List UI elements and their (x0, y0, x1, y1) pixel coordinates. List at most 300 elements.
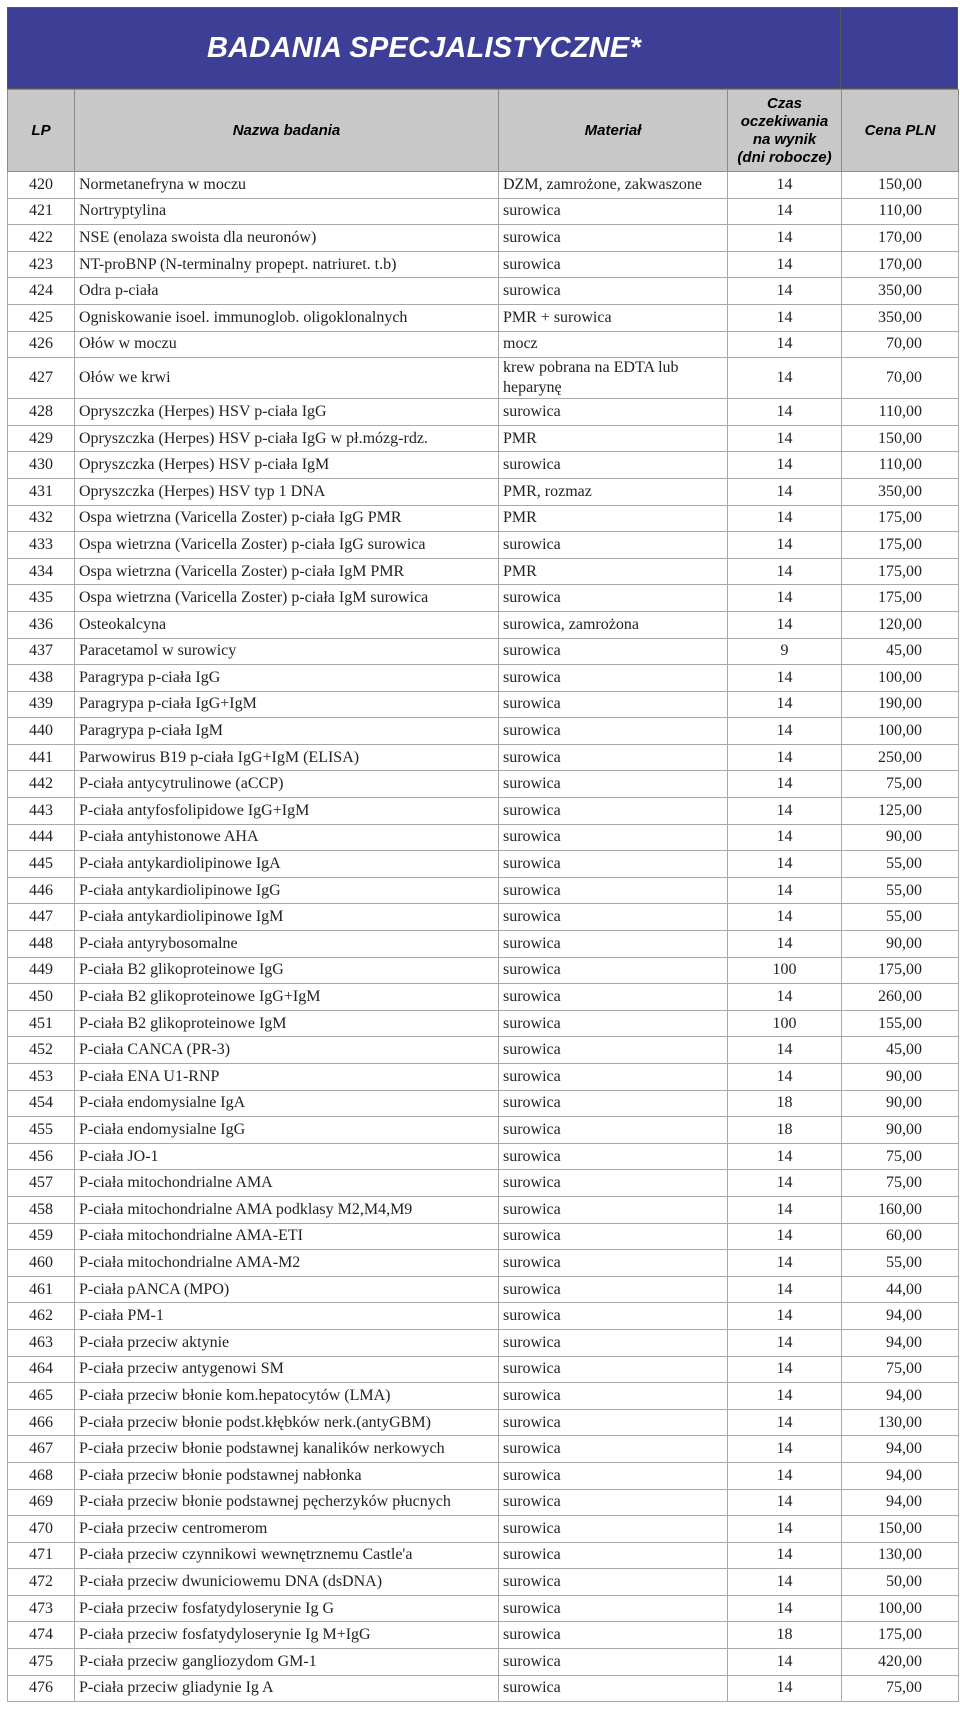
cell-material: surowica (499, 1329, 728, 1356)
cell-turnaround-days: 14 (728, 718, 842, 745)
cell-lp: 460 (8, 1250, 75, 1277)
cell-material: surowica (499, 1143, 728, 1170)
cell-turnaround-days: 14 (728, 1383, 842, 1410)
table-row (8, 1409, 959, 1436)
cell-lp: 435 (8, 585, 75, 612)
cell-lp: 459 (8, 1223, 75, 1250)
cell-turnaround-days: 14 (728, 399, 842, 426)
cell-test-name: Ospa wietrzna (Varicella Zoster) p-ciała IgG surowica (75, 532, 499, 559)
cell-test-name: P-ciała przeciw aktynie (75, 1329, 499, 1356)
table-row (8, 1462, 959, 1489)
table-row (8, 1595, 959, 1622)
cell-material: surowica (499, 1409, 728, 1436)
cell-lp: 420 (8, 172, 75, 199)
cell-turnaround-days: 14 (728, 358, 842, 399)
cell-test-name: Nortryptylina (75, 198, 499, 225)
cell-price: 175,00 (842, 957, 959, 984)
cell-price: 94,00 (842, 1436, 959, 1463)
cell-price: 175,00 (842, 585, 959, 612)
cell-material: surowica (499, 904, 728, 931)
cell-test-name: Ołów w moczu (75, 331, 499, 358)
cell-test-name: P-ciała antyfosfolipidowe IgG+IgM (75, 798, 499, 825)
cell-material: surowica (499, 1436, 728, 1463)
header-time-line: (dni robocze) (737, 148, 832, 166)
cell-test-name: Odra p-ciała (75, 278, 499, 305)
table-row (8, 718, 959, 745)
cell-lp: 467 (8, 1436, 75, 1463)
cell-material: surowica (499, 1223, 728, 1250)
cell-price: 94,00 (842, 1383, 959, 1410)
cell-price: 94,00 (842, 1462, 959, 1489)
cell-turnaround-days: 14 (728, 1170, 842, 1197)
cell-test-name: P-ciała przeciw gangliozydom GM-1 (75, 1649, 499, 1676)
cell-lp: 444 (8, 824, 75, 851)
table-header-row (8, 90, 959, 172)
table-row (8, 1010, 959, 1037)
table-row (8, 1037, 959, 1064)
cell-lp: 428 (8, 399, 75, 426)
cell-turnaround-days: 14 (728, 1489, 842, 1516)
cell-turnaround-days: 14 (728, 611, 842, 638)
cell-material: surowica (499, 771, 728, 798)
cell-lp: 439 (8, 691, 75, 718)
cell-test-name: P-ciała mitochondrialne AMA podklasy M2,M4,M9 (75, 1196, 499, 1223)
cell-price: 175,00 (842, 1622, 959, 1649)
cell-material: surowica (499, 251, 728, 278)
cell-test-name: P-ciała przeciw antygenowi SM (75, 1356, 499, 1383)
table-row (8, 1276, 959, 1303)
cell-turnaround-days: 14 (728, 1303, 842, 1330)
cell-material: surowica (499, 1516, 728, 1543)
cell-material: PMR, rozmaz (499, 478, 728, 505)
cell-turnaround-days: 14 (728, 1064, 842, 1091)
cell-lp: 447 (8, 904, 75, 931)
cell-turnaround-days: 100 (728, 1010, 842, 1037)
cell-lp: 427 (8, 358, 75, 399)
cell-lp: 442 (8, 771, 75, 798)
table-row (8, 1489, 959, 1516)
cell-turnaround-days: 14 (728, 771, 842, 798)
cell-turnaround-days: 9 (728, 638, 842, 665)
table-row (8, 304, 959, 331)
cell-lp: 456 (8, 1143, 75, 1170)
cell-price: 130,00 (842, 1542, 959, 1569)
cell-turnaround-days: 14 (728, 532, 842, 559)
table-row (8, 1170, 959, 1197)
cell-material: surowica (499, 1649, 728, 1676)
cell-turnaround-days: 18 (728, 1117, 842, 1144)
cell-lp: 471 (8, 1542, 75, 1569)
cell-material: surowica (499, 691, 728, 718)
cell-price: 55,00 (842, 877, 959, 904)
cell-material: surowica (499, 638, 728, 665)
table-row (8, 824, 959, 851)
cell-test-name: NT-proBNP (N-terminalny propept. natriuret. t.b) (75, 251, 499, 278)
cell-turnaround-days: 14 (728, 1276, 842, 1303)
cell-turnaround-days: 14 (728, 877, 842, 904)
cell-turnaround-days: 14 (728, 585, 842, 612)
cell-price: 130,00 (842, 1409, 959, 1436)
cell-turnaround-days: 14 (728, 1595, 842, 1622)
table-row (8, 251, 959, 278)
cell-price: 150,00 (842, 172, 959, 199)
cell-price: 100,00 (842, 1595, 959, 1622)
cell-lp: 424 (8, 278, 75, 305)
table-row (8, 358, 959, 399)
cell-price: 94,00 (842, 1303, 959, 1330)
table-row (8, 638, 959, 665)
table-row (8, 425, 959, 452)
table-row (8, 691, 959, 718)
cell-material: surowica (499, 585, 728, 612)
table-row (8, 1356, 959, 1383)
cell-price: 90,00 (842, 824, 959, 851)
cell-turnaround-days: 14 (728, 931, 842, 958)
cell-material: surowica (499, 931, 728, 958)
cell-turnaround-days: 14 (728, 1329, 842, 1356)
cell-test-name: Parwowirus B19 p-ciała IgG+IgM (ELISA) (75, 744, 499, 771)
table-row (8, 771, 959, 798)
cell-turnaround-days: 14 (728, 1196, 842, 1223)
cell-lp: 472 (8, 1569, 75, 1596)
cell-price: 100,00 (842, 665, 959, 692)
cell-test-name: P-ciała endomysialne IgA (75, 1090, 499, 1117)
cell-material: surowica (499, 1542, 728, 1569)
header-time-line: oczekiwania (740, 112, 829, 130)
cell-test-name: Paragrypa p-ciała IgG+IgM (75, 691, 499, 718)
table-row (8, 558, 959, 585)
cell-price: 420,00 (842, 1649, 959, 1676)
cell-material: surowica (499, 665, 728, 692)
cell-turnaround-days: 14 (728, 331, 842, 358)
cell-material: surowica (499, 877, 728, 904)
table-row (8, 1622, 959, 1649)
table-row (8, 278, 959, 305)
cell-price: 50,00 (842, 1569, 959, 1596)
cell-turnaround-days: 14 (728, 478, 842, 505)
table-row (8, 744, 959, 771)
cell-price: 175,00 (842, 505, 959, 532)
table-row (8, 225, 959, 252)
cell-lp: 463 (8, 1329, 75, 1356)
cell-price: 175,00 (842, 558, 959, 585)
cell-turnaround-days: 14 (728, 505, 842, 532)
table-row (8, 1303, 959, 1330)
cell-price: 75,00 (842, 1170, 959, 1197)
cell-material: krew pobrana na EDTA lub heparynę (499, 358, 728, 399)
cell-test-name: P-ciała przeciw błonie podst.kłębków nerk.(antyGBM) (75, 1409, 499, 1436)
cell-lp: 476 (8, 1675, 75, 1702)
cell-test-name: P-ciała przeciw centromerom (75, 1516, 499, 1543)
cell-lp: 438 (8, 665, 75, 692)
cell-material: surowica (499, 278, 728, 305)
cell-test-name: Opryszczka (Herpes) HSV p-ciała IgG w pł.mózg-rdz. (75, 425, 499, 452)
table-row (8, 1196, 959, 1223)
cell-lp: 425 (8, 304, 75, 331)
cell-turnaround-days: 14 (728, 558, 842, 585)
cell-price: 110,00 (842, 452, 959, 479)
cell-price: 55,00 (842, 851, 959, 878)
cell-material: surowica (499, 1569, 728, 1596)
title-banner-side (841, 7, 958, 89)
cell-test-name: P-ciała przeciw błonie podstawnej kanalików nerkowych (75, 1436, 499, 1463)
cell-test-name: P-ciała B2 glikoproteinowe IgG+IgM (75, 984, 499, 1011)
cell-material: surowica (499, 1250, 728, 1277)
cell-material: PMR (499, 558, 728, 585)
cell-lp: 465 (8, 1383, 75, 1410)
cell-turnaround-days: 14 (728, 172, 842, 199)
cell-price: 150,00 (842, 1516, 959, 1543)
cell-price: 55,00 (842, 904, 959, 931)
cell-lp: 421 (8, 198, 75, 225)
cell-price: 45,00 (842, 1037, 959, 1064)
page-title: BADANIA SPECJALISTYCZNE* (207, 31, 641, 64)
cell-test-name: P-ciała pANCA (MPO) (75, 1276, 499, 1303)
cell-lp: 448 (8, 931, 75, 958)
table-row (8, 798, 959, 825)
cell-turnaround-days: 14 (728, 304, 842, 331)
cell-material: surowica (499, 1064, 728, 1091)
table-row (8, 1143, 959, 1170)
cell-lp: 473 (8, 1595, 75, 1622)
cell-price: 94,00 (842, 1489, 959, 1516)
cell-material: surowica (499, 957, 728, 984)
cell-test-name: P-ciała antycytrulinowe (aCCP) (75, 771, 499, 798)
cell-price: 110,00 (842, 198, 959, 225)
table-row (8, 172, 959, 199)
cell-material: surowica (499, 1462, 728, 1489)
cell-lp: 469 (8, 1489, 75, 1516)
cell-turnaround-days: 14 (728, 1675, 842, 1702)
cell-lp: 475 (8, 1649, 75, 1676)
cell-price: 155,00 (842, 1010, 959, 1037)
cell-material: PMR (499, 425, 728, 452)
table-row (8, 1383, 959, 1410)
header-price: Cena PLN (842, 90, 959, 172)
cell-turnaround-days: 14 (728, 1250, 842, 1277)
table-row (8, 1064, 959, 1091)
table-row (8, 1542, 959, 1569)
cell-turnaround-days: 14 (728, 1516, 842, 1543)
title-banner (7, 7, 841, 89)
cell-lp: 455 (8, 1117, 75, 1144)
cell-turnaround-days: 14 (728, 691, 842, 718)
cell-lp: 426 (8, 331, 75, 358)
cell-turnaround-days: 14 (728, 665, 842, 692)
header-time-line: Czas (766, 94, 803, 112)
cell-price: 44,00 (842, 1276, 959, 1303)
cell-test-name: P-ciała endomysialne IgG (75, 1117, 499, 1144)
price-table (7, 89, 959, 1702)
cell-test-name: P-ciała przeciw błonie podstawnej pęcherzyków płucnych (75, 1489, 499, 1516)
cell-price: 175,00 (842, 532, 959, 559)
cell-price: 150,00 (842, 425, 959, 452)
cell-price: 70,00 (842, 331, 959, 358)
cell-turnaround-days: 14 (728, 278, 842, 305)
header-material: Materiał (499, 90, 728, 172)
cell-test-name: P-ciała antykardiolipinowe IgG (75, 877, 499, 904)
cell-price: 125,00 (842, 798, 959, 825)
cell-material: surowica (499, 1276, 728, 1303)
cell-price: 110,00 (842, 399, 959, 426)
cell-turnaround-days: 14 (728, 798, 842, 825)
table-row (8, 1516, 959, 1543)
cell-turnaround-days: 14 (728, 425, 842, 452)
cell-test-name: P-ciała przeciw fosfatydyloserynie Ig G (75, 1595, 499, 1622)
cell-test-name: Ogniskowanie isoel. immunoglob. oligoklonalnych (75, 304, 499, 331)
cell-test-name: Ospa wietrzna (Varicella Zoster) p-ciała IgG PMR (75, 505, 499, 532)
cell-lp: 431 (8, 478, 75, 505)
cell-price: 60,00 (842, 1223, 959, 1250)
cell-material: surowica (499, 1037, 728, 1064)
cell-material: surowica (499, 851, 728, 878)
cell-material: surowica (499, 1170, 728, 1197)
table-row (8, 1090, 959, 1117)
table-row (8, 478, 959, 505)
cell-test-name: Ospa wietrzna (Varicella Zoster) p-ciała IgM surowica (75, 585, 499, 612)
cell-price: 75,00 (842, 771, 959, 798)
cell-price: 90,00 (842, 1117, 959, 1144)
cell-lp: 458 (8, 1196, 75, 1223)
cell-price: 350,00 (842, 278, 959, 305)
cell-lp: 445 (8, 851, 75, 878)
cell-test-name: Paragrypa p-ciała IgG (75, 665, 499, 692)
cell-price: 190,00 (842, 691, 959, 718)
cell-price: 70,00 (842, 358, 959, 399)
cell-turnaround-days: 14 (728, 1436, 842, 1463)
cell-price: 350,00 (842, 304, 959, 331)
cell-turnaround-days: 18 (728, 1622, 842, 1649)
cell-lp: 474 (8, 1622, 75, 1649)
cell-turnaround-days: 14 (728, 1649, 842, 1676)
cell-test-name: P-ciała przeciw dwuniciowemu DNA (dsDNA) (75, 1569, 499, 1596)
cell-material: surowica (499, 1595, 728, 1622)
table-row (8, 611, 959, 638)
cell-material: surowica (499, 1622, 728, 1649)
cell-turnaround-days: 18 (728, 1090, 842, 1117)
cell-turnaround-days: 14 (728, 251, 842, 278)
table-row (8, 665, 959, 692)
cell-lp: 464 (8, 1356, 75, 1383)
cell-lp: 429 (8, 425, 75, 452)
cell-turnaround-days: 100 (728, 957, 842, 984)
cell-lp: 446 (8, 877, 75, 904)
cell-test-name: Ospa wietrzna (Varicella Zoster) p-ciała IgM PMR (75, 558, 499, 585)
cell-test-name: P-ciała B2 glikoproteinowe IgG (75, 957, 499, 984)
cell-lp: 434 (8, 558, 75, 585)
cell-lp: 430 (8, 452, 75, 479)
cell-price: 90,00 (842, 1064, 959, 1091)
cell-material: PMR + surowica (499, 304, 728, 331)
cell-price: 90,00 (842, 931, 959, 958)
cell-price: 75,00 (842, 1143, 959, 1170)
cell-material: surowica (499, 532, 728, 559)
cell-price: 250,00 (842, 744, 959, 771)
cell-material: surowica (499, 1010, 728, 1037)
cell-material: surowica (499, 452, 728, 479)
table-row (8, 198, 959, 225)
table-row (8, 957, 959, 984)
cell-test-name: P-ciała antykardiolipinowe IgA (75, 851, 499, 878)
cell-lp: 468 (8, 1462, 75, 1489)
cell-lp: 470 (8, 1516, 75, 1543)
cell-material: surowica (499, 198, 728, 225)
cell-lp: 423 (8, 251, 75, 278)
cell-lp: 462 (8, 1303, 75, 1330)
cell-test-name: Normetanefryna w moczu (75, 172, 499, 199)
cell-turnaround-days: 14 (728, 1462, 842, 1489)
cell-turnaround-days: 14 (728, 1409, 842, 1436)
table-row (8, 452, 959, 479)
cell-material: surowica (499, 1090, 728, 1117)
table-row (8, 877, 959, 904)
cell-turnaround-days: 14 (728, 1356, 842, 1383)
table-row (8, 984, 959, 1011)
cell-price: 55,00 (842, 1250, 959, 1277)
cell-material: DZM, zamrożone, zakwaszone (499, 172, 728, 199)
cell-turnaround-days: 14 (728, 1223, 842, 1250)
cell-lp: 453 (8, 1064, 75, 1091)
cell-material: surowica, zamrożona (499, 611, 728, 638)
cell-turnaround-days: 14 (728, 1569, 842, 1596)
cell-test-name: Paracetamol w surowicy (75, 638, 499, 665)
cell-turnaround-days: 14 (728, 1542, 842, 1569)
table-row (8, 399, 959, 426)
cell-test-name: P-ciała JO-1 (75, 1143, 499, 1170)
cell-price: 75,00 (842, 1675, 959, 1702)
cell-test-name: P-ciała przeciw błonie kom.hepatocytów (LMA) (75, 1383, 499, 1410)
price-list-sheet (7, 7, 958, 1702)
cell-material: surowica (499, 1489, 728, 1516)
cell-material: surowica (499, 1356, 728, 1383)
cell-turnaround-days: 14 (728, 1143, 842, 1170)
table-row (8, 1436, 959, 1463)
cell-lp: 422 (8, 225, 75, 252)
cell-lp: 461 (8, 1276, 75, 1303)
cell-test-name: P-ciała ENA U1-RNP (75, 1064, 499, 1091)
cell-lp: 466 (8, 1409, 75, 1436)
cell-test-name: P-ciała antyrybosomalne (75, 931, 499, 958)
table-row (8, 331, 959, 358)
cell-material: surowica (499, 1303, 728, 1330)
cell-turnaround-days: 14 (728, 984, 842, 1011)
cell-material: surowica (499, 798, 728, 825)
cell-test-name: P-ciała B2 glikoproteinowe IgM (75, 1010, 499, 1037)
cell-material: surowica (499, 1675, 728, 1702)
cell-price: 120,00 (842, 611, 959, 638)
cell-price: 260,00 (842, 984, 959, 1011)
cell-price: 170,00 (842, 225, 959, 252)
cell-price: 90,00 (842, 1090, 959, 1117)
cell-price: 100,00 (842, 718, 959, 745)
cell-lp: 440 (8, 718, 75, 745)
table-row (8, 931, 959, 958)
header-time-line: na wynik (752, 130, 817, 148)
cell-lp: 451 (8, 1010, 75, 1037)
cell-turnaround-days: 14 (728, 851, 842, 878)
cell-price: 94,00 (842, 1329, 959, 1356)
table-row (8, 532, 959, 559)
cell-test-name: P-ciała mitochondrialne AMA-M2 (75, 1250, 499, 1277)
cell-turnaround-days: 14 (728, 1037, 842, 1064)
cell-turnaround-days: 14 (728, 824, 842, 851)
cell-test-name: Opryszczka (Herpes) HSV p-ciała IgM (75, 452, 499, 479)
table-row (8, 1569, 959, 1596)
cell-material: surowica (499, 718, 728, 745)
cell-test-name: Ołów we krwi (75, 358, 499, 399)
cell-lp: 436 (8, 611, 75, 638)
cell-test-name: P-ciała przeciw czynnikowi wewnętrznemu Castle'a (75, 1542, 499, 1569)
